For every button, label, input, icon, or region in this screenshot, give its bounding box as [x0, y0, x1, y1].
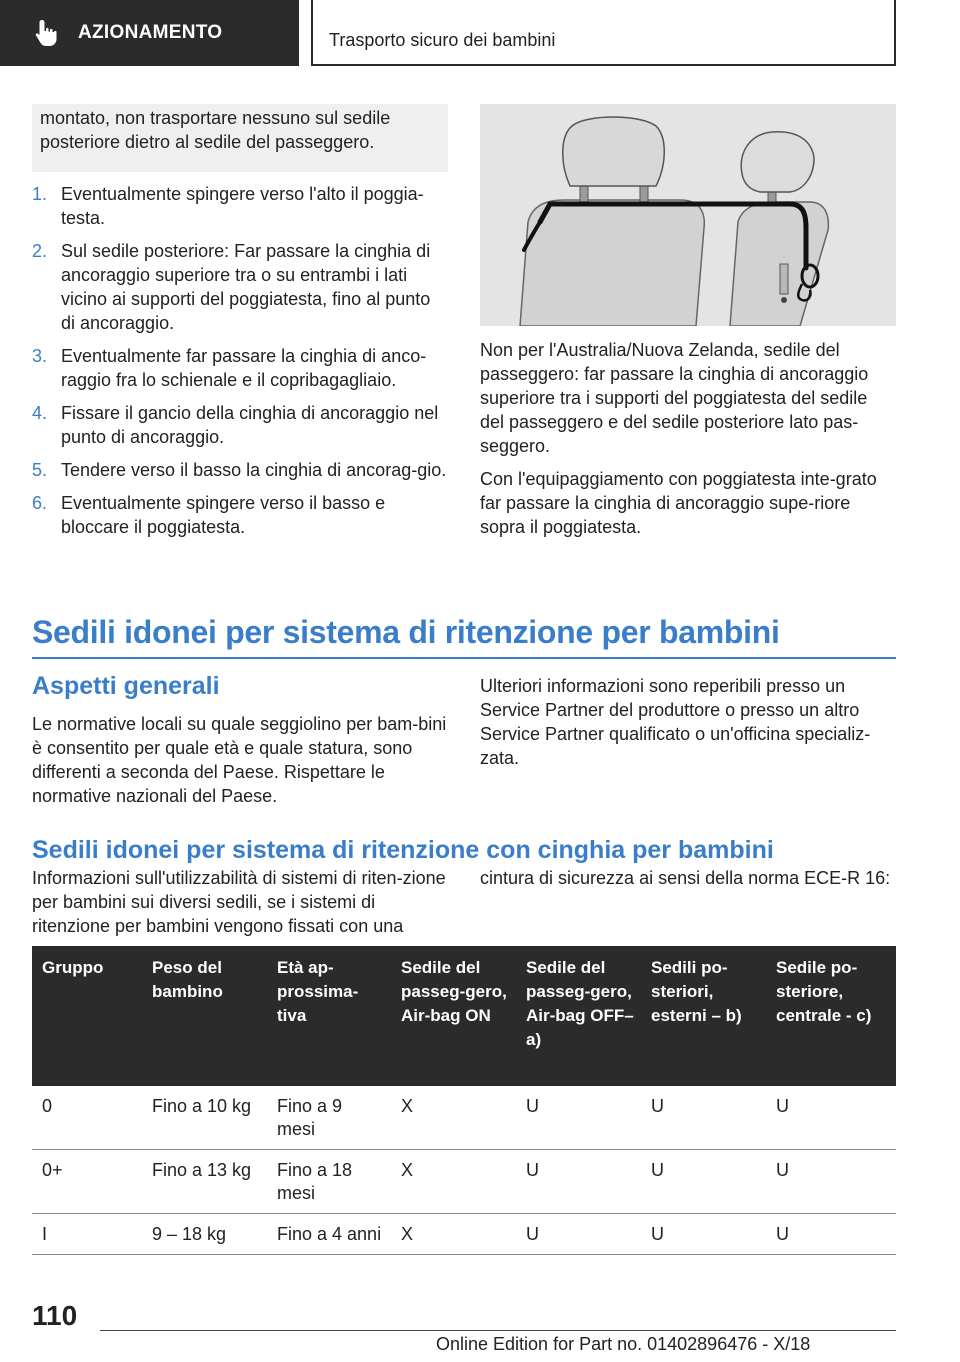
header-title-box	[311, 0, 896, 66]
step-text: Fissare il gancio della cinghia di ancoraggio nel punto di ancoraggio.	[61, 403, 439, 447]
table-cell: U	[766, 1150, 896, 1214]
table-row	[32, 1086, 896, 1150]
footer-edition: Online Edition for Part no. 01402896476 - X/18	[436, 1334, 811, 1354]
step-number: 4.	[32, 403, 48, 423]
column-header: Peso del bambino	[142, 946, 267, 1086]
step-number: 2.	[32, 241, 48, 261]
list-item	[32, 344, 448, 392]
footer-divider	[100, 1330, 896, 1331]
step-text: Eventualmente spingere verso il basso e bloccare il poggiatesta.	[61, 493, 386, 537]
table-cell: X	[391, 1214, 516, 1255]
table-cell: U	[766, 1086, 896, 1150]
table-cell: U	[516, 1214, 641, 1255]
column-header: Gruppo	[32, 946, 142, 1086]
table-cell: Fino a 9 mesi	[267, 1086, 391, 1150]
list-item	[32, 239, 448, 335]
table-cell: Fino a 10 kg	[142, 1086, 267, 1150]
child-seat-suitability-table	[32, 946, 896, 1255]
table-cell: Fino a 13 kg	[142, 1150, 267, 1214]
list-item	[32, 401, 448, 449]
general-aspects-title: Aspetti generali	[32, 672, 220, 700]
column-header: Sedili po-steriori, esterni – b)	[641, 946, 766, 1086]
list-item	[32, 491, 448, 539]
table-header-row	[32, 946, 896, 1086]
header-title: Trasporto sicuro dei bambini	[329, 30, 556, 50]
table-cell: 0+	[32, 1150, 142, 1214]
table-cell: Fino a 4 anni	[267, 1214, 391, 1255]
headrest-strap-illustration	[480, 104, 896, 326]
section-divider	[32, 657, 896, 659]
integrated-headrest-text: Con l'equipaggiamento con poggiatesta inte-grato far passare la cinghia di ancoraggio supe-riore sopra il poggiatesta.	[480, 469, 877, 537]
table-cell: U	[641, 1214, 766, 1255]
warning-note	[32, 104, 448, 172]
belt-seats-text-right: cintura di sicurezza ai sensi della norma ECE-R 16:	[480, 868, 891, 888]
service-partner-text: Ulteriori informazioni sono reperibili presso un Service Partner del produttore o presso un altro Service Partner qualificato o un'officina specializ-zata.	[480, 676, 871, 768]
table-cell: X	[391, 1150, 516, 1214]
column-header: Sedile del passeg-gero, Air-bag OFF–a)	[516, 946, 641, 1086]
table-row	[32, 1214, 896, 1255]
table-cell: U	[766, 1214, 896, 1255]
warning-note-text: montato, non trasportare nessuno sul sedile posteriore dietro al sedile del passeggero.	[40, 108, 391, 152]
belt-seats-text-left: Informazioni sull'utilizzabilità di sistemi di riten-zione per bambini sui diversi sedili, se i sistemi di ritenzione per bambini vengono fissati con una	[32, 868, 446, 936]
page-number: 110	[32, 1300, 78, 1331]
belt-seats-title: Sedili idonei per sistema di ritenzione con cinghia per bambini	[32, 836, 774, 864]
steps-list	[32, 182, 448, 548]
list-item	[32, 458, 448, 482]
step-text: Eventualmente spingere verso l'alto il poggia-testa.	[61, 184, 424, 228]
step-text: Tendere verso il basso la cinghia di ancorag-gio.	[61, 460, 447, 480]
table-row	[32, 1150, 896, 1214]
header-section-tab	[0, 0, 299, 66]
table-cell: U	[641, 1150, 766, 1214]
table-cell: I	[32, 1214, 142, 1255]
table-cell: U	[516, 1150, 641, 1214]
column-header: Età ap-prossima-tiva	[267, 946, 391, 1086]
column-header: Sedile po-steriore, centrale - c)	[766, 946, 896, 1086]
step-text: Sul sedile posteriore: Far passare la cinghia di ancoraggio superiore tra o su entrambi i lati vicino ai supporti del poggiatesta, fino al punto di ancoraggio.	[61, 241, 431, 333]
hand-pointer-icon	[30, 16, 64, 50]
section-title: Sedili idonei per sistema di ritenzione per bambini	[32, 614, 780, 650]
column-header: Sedile del passeg-gero, Air-bag ON	[391, 946, 516, 1086]
general-aspects-text: Le normative locali su quale seggiolino per bam-bini è consentito per quale età e quale statura, sono differenti a seconda del Paese. Rispettare le normative nazionali del Paese.	[32, 714, 447, 806]
table-cell: Fino a 18 mesi	[267, 1150, 391, 1214]
step-number: 3.	[32, 346, 48, 366]
table-cell: U	[641, 1086, 766, 1150]
passenger-strap-info	[480, 338, 896, 548]
table-cell: X	[391, 1086, 516, 1150]
passenger-strap-text: Non per l'Australia/Nuova Zelanda, sedile del passeggero: far passare la cinghia di ancoraggio superiore tra i supporti del poggiatesta del sedile del passeggero e del sedile posteriore lato pas-seggero.	[480, 340, 869, 456]
step-number: 6.	[32, 493, 48, 513]
table-cell: 9 – 18 kg	[142, 1214, 267, 1255]
table-cell: 0	[32, 1086, 142, 1150]
step-text: Eventualmente far passare la cinghia di anco-raggio fra lo schienale e il copribagagliaio.	[61, 346, 427, 390]
table-cell: U	[516, 1086, 641, 1150]
step-number: 5.	[32, 460, 48, 480]
step-number: 1.	[32, 184, 48, 204]
header-section-label: AZIONAMENTO	[78, 22, 223, 43]
list-item	[32, 182, 448, 230]
